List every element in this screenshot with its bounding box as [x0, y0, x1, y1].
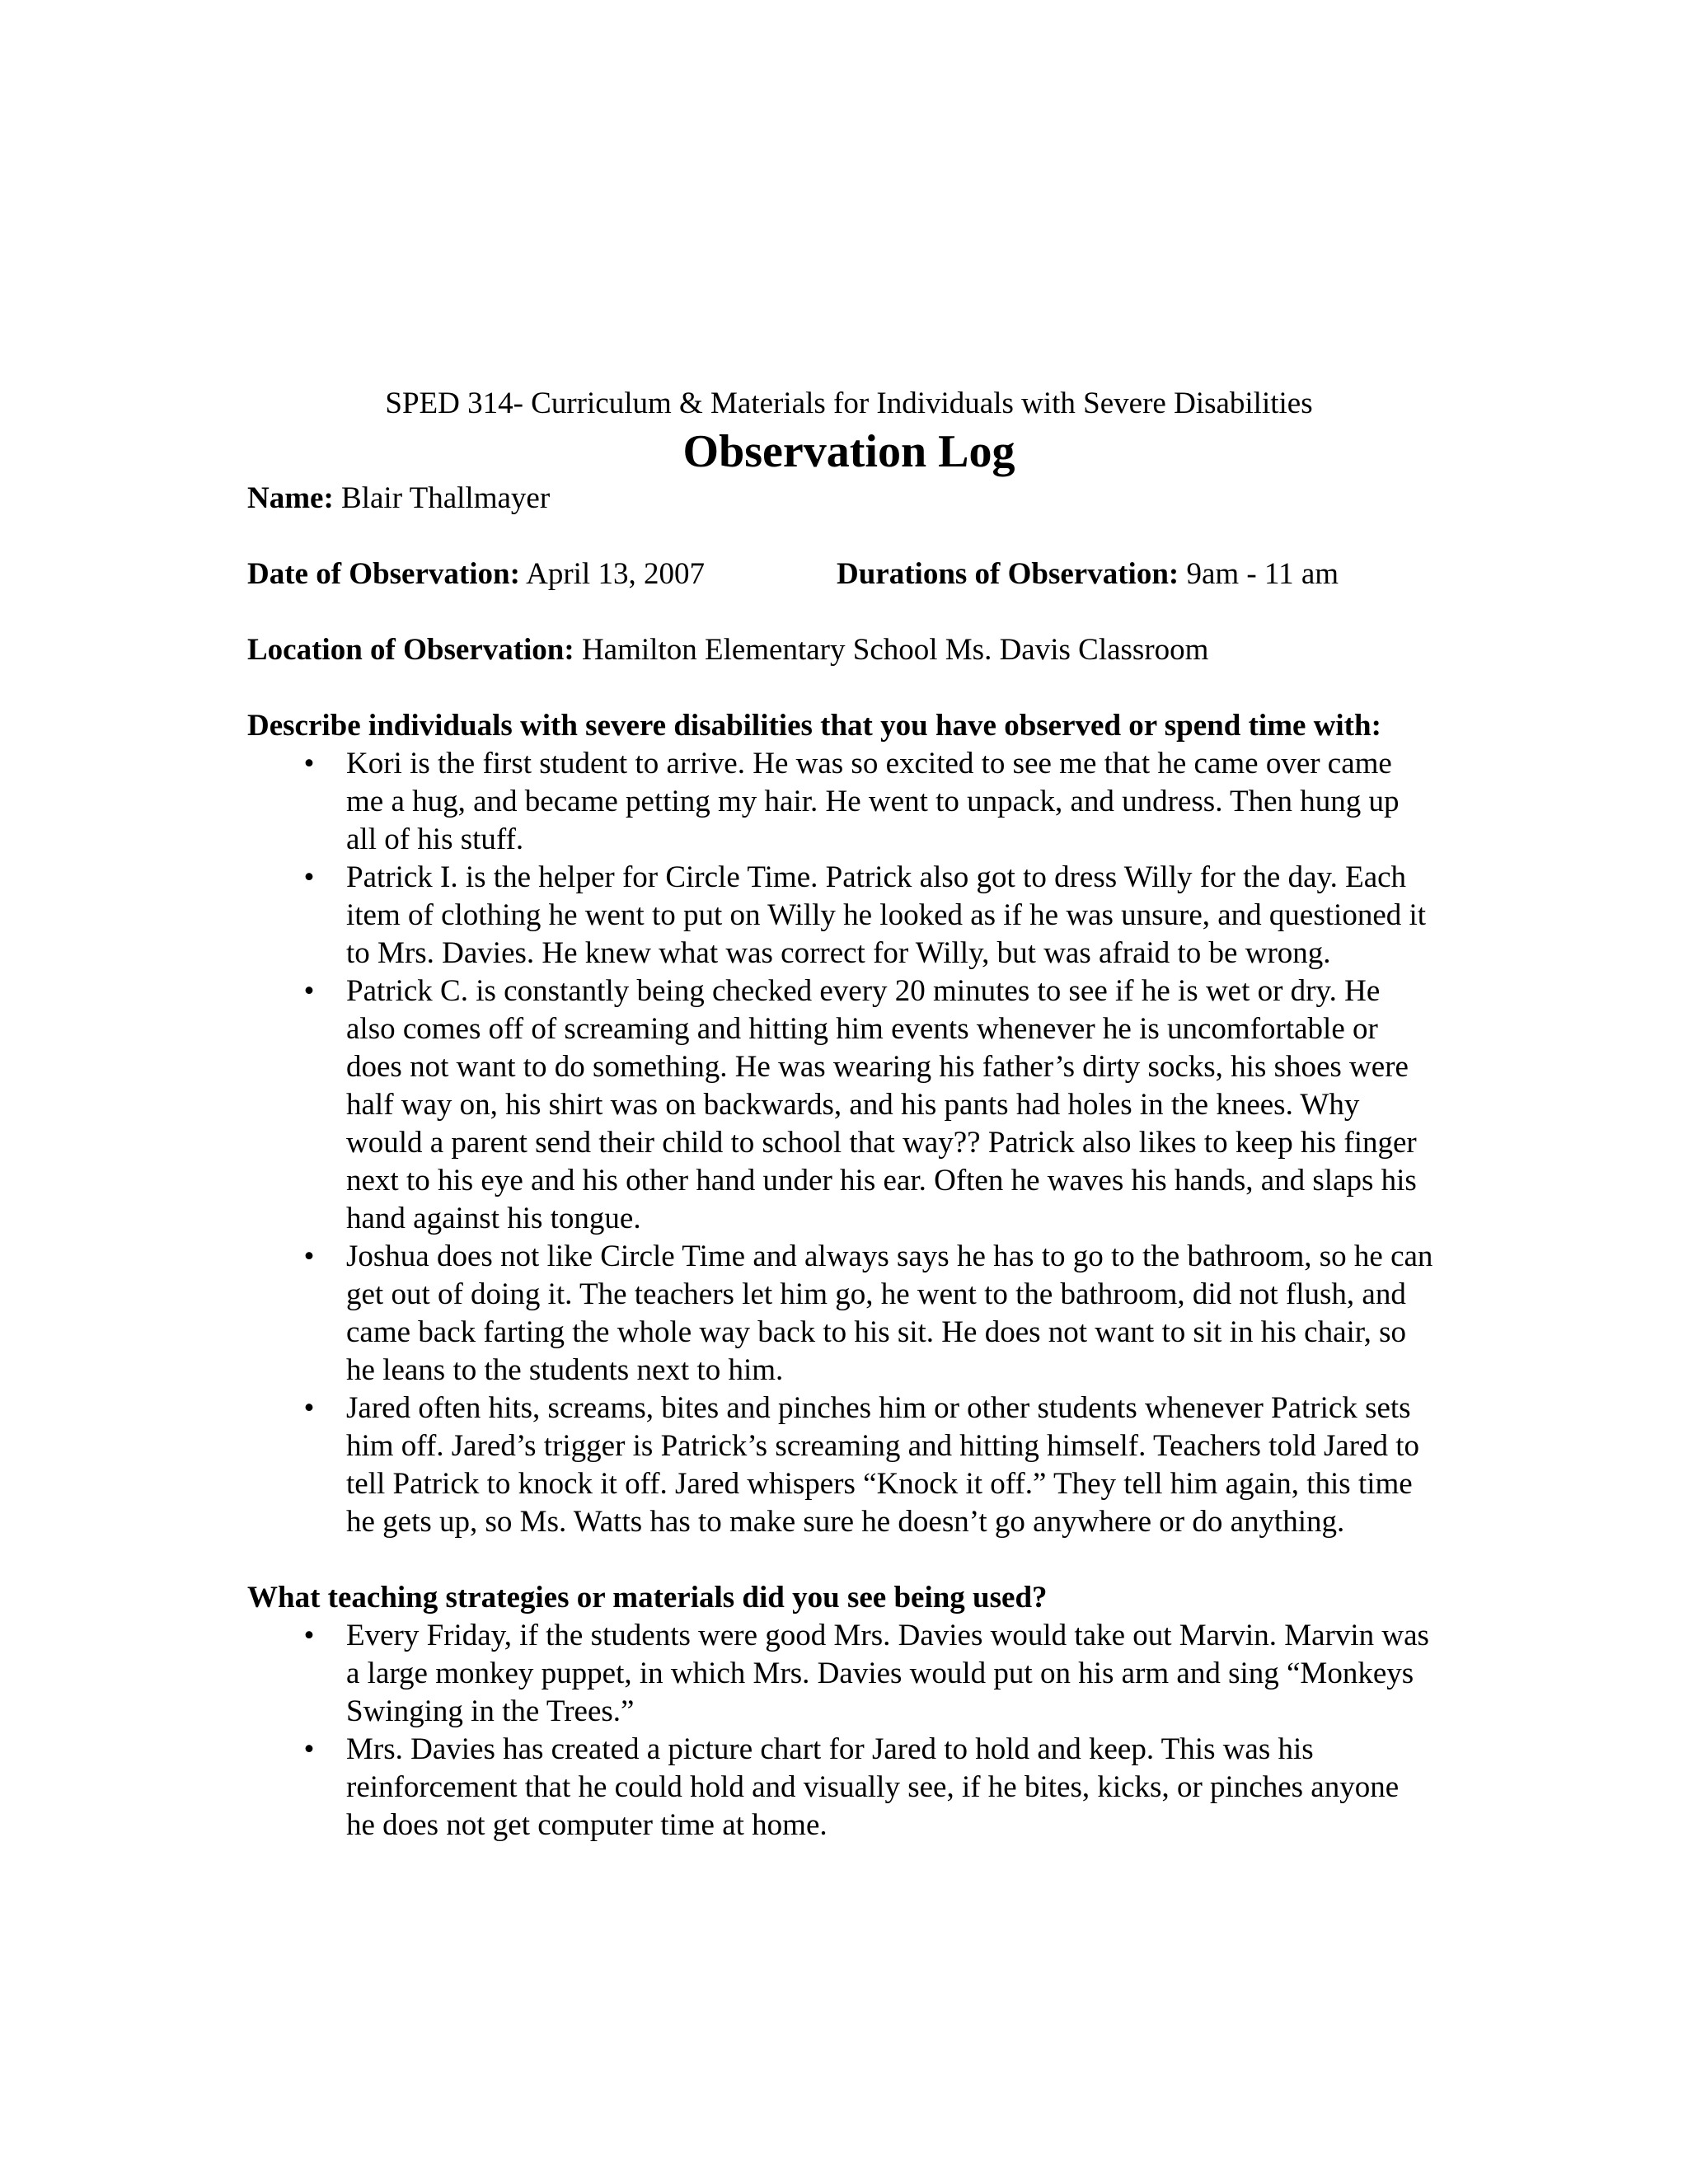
- strategies-list: [247, 1617, 1434, 1844]
- document-page: [247, 384, 1434, 1844]
- section-heading-strategies: What teaching strategies or materials did you see being used?: [247, 1581, 1048, 1615]
- location-field: [247, 631, 1434, 669]
- bullet-icon: •: [303, 1732, 315, 1766]
- individuals-list: [247, 745, 1434, 1541]
- list-item-text: Kori is the first student to arrive. He was so excited to see me that he came over came me a hug, and became petting my hair. He went to unpack, and undress. Then hung up all of his stuff.: [346, 747, 1400, 856]
- bullet-icon: •: [303, 1619, 315, 1652]
- bullet-icon: •: [303, 974, 315, 1008]
- list-item: [247, 1731, 1434, 1844]
- date-label: Date of Observation:: [247, 557, 520, 591]
- course-title: SPED 314- Curriculum & Materials for Individuals with Severe Disabilities: [385, 387, 1313, 420]
- name-field: [247, 480, 1434, 518]
- list-item-text: Jared often hits, screams, bites and pinches him or other students whenever Patrick sets him off. Jared’s trigger is Patrick’s screaming and hitting himself. Teachers told Jared to tell Patrick to knock it off. Jared whispers “Knock it off.” They tell him again, this time he gets up, so Ms. Watts has to make sure he doesn’t go anywhere or do anything.: [346, 1391, 1420, 1539]
- list-item-text: Every Friday, if the students were good Mrs. Davies would take out Marvin. Marvin was a large monkey puppet, in which Mrs. Davies would put on his arm and sing “Monkeys Swinging in the Trees.”: [346, 1619, 1429, 1728]
- bullet-icon: •: [303, 1240, 315, 1273]
- location-label: Location of Observation:: [247, 633, 574, 667]
- date-field: [247, 555, 837, 593]
- duration-label: Durations of Observation:: [837, 557, 1179, 591]
- date-duration-row: [247, 555, 1434, 593]
- bullet-icon: •: [303, 860, 315, 894]
- name-value: Blair Thallmayer: [341, 481, 551, 515]
- list-item: [247, 1238, 1434, 1390]
- list-item: [247, 1617, 1434, 1731]
- list-item: [247, 745, 1434, 859]
- document-title: Observation Log: [682, 426, 1015, 477]
- list-item-text: Patrick C. is constantly being checked every 20 minutes to see if he is wet or dry. He also comes off of screaming and hitting him events whenever he is uncomfortable or does not want to do something. He was wearing his father’s dirty socks, his shoes were half way on, his shirt was on backwards, and his pants had holes in the knees. Why would a parent send their child to school that way?? Patrick also likes to keep his finger next to his eye and his other hand under his ear. Often he waves his hands, and slaps his hand against his tongue.: [346, 974, 1417, 1235]
- list-item-text: Patrick I. is the helper for Circle Time. Patrick also got to dress Willy for the day. Each item of clothing he went to put on Willy he looked as if he was unsure, and questioned it to Mrs. Davies. He knew what was correct for Willy, but was afraid to be wrong.: [346, 860, 1427, 970]
- spacer: [247, 518, 1434, 555]
- list-item: [247, 1390, 1434, 1541]
- duration-value: 9am - 11 am: [1186, 557, 1339, 591]
- bullet-icon: •: [303, 1391, 315, 1425]
- list-item-text: Mrs. Davies has created a picture chart for Jared to hold and keep. This was his reinforcement that he could hold and visually see, if he bites, kicks, or pinches anyone he does not get computer time at home.: [346, 1732, 1400, 1842]
- list-item: [247, 972, 1434, 1238]
- name-label: Name:: [247, 481, 334, 515]
- spacer: [247, 593, 1434, 631]
- location-value: Hamilton Elementary School Ms. Davis Classroom: [581, 633, 1209, 667]
- duration-field: [837, 555, 1339, 593]
- list-item: [247, 859, 1434, 972]
- date-value: April 13, 2007: [526, 557, 705, 591]
- spacer: [247, 1541, 1434, 1579]
- list-item-text: Joshua does not like Circle Time and always says he has to go to the bathroom, so he can get out of doing it. The teachers let him go, he went to the bathroom, did not flush, and came back farting the whole way back to his sit. He does not want to sit in his chair, so he leans to the students next to him.: [346, 1240, 1433, 1387]
- bullet-icon: •: [303, 747, 315, 780]
- spacer: [247, 669, 1434, 707]
- section-heading-individuals: Describe individuals with severe disabilities that you have observed or spend time with:: [247, 709, 1381, 743]
